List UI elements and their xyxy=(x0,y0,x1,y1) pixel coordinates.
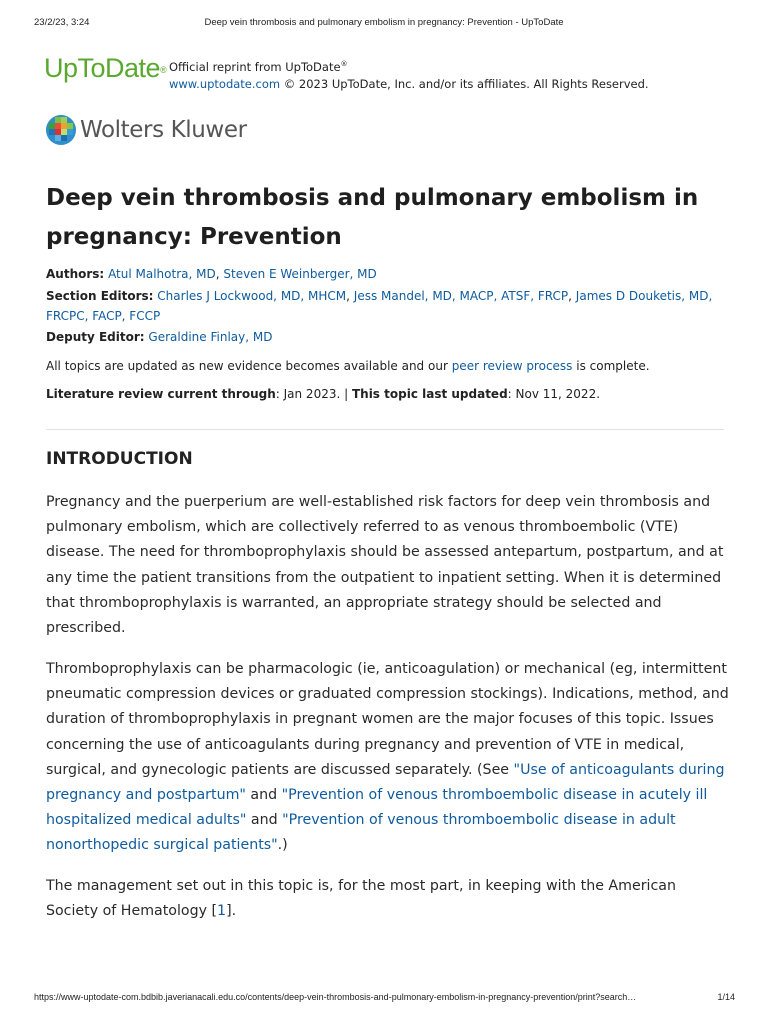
reprint-line: Official reprint from UpToDate xyxy=(169,59,341,74)
peer-review-link[interactable]: peer review process xyxy=(451,359,573,373)
last-updated-label: This topic last updated xyxy=(351,387,508,401)
section-editors-line: Section Editors: Charles J Lockwood, MD, MHCM, Jess Mandel, MD, MACP, ATSF, FRCP, James D Douketis, MD, FRCPC, FACP, FCCP xyxy=(46,289,713,323)
uptodate-logo[interactable] xyxy=(44,52,166,84)
authors-label: Authors xyxy=(46,267,100,281)
lit-review-value: : Jan 2023. | xyxy=(275,387,352,401)
intro-paragraph-3 xyxy=(46,874,730,924)
conjunction-text: and xyxy=(245,787,282,804)
reprint-notice xyxy=(169,56,649,93)
paragraph-end: .) xyxy=(277,837,288,854)
intro-paragraph-2 xyxy=(46,657,730,859)
print-page-title: Deep vein thrombosis and pulmonary embolism in pregnancy: Prevention - UpToDate xyxy=(204,17,564,28)
section-editor-link[interactable]: Jess Mandel, MD, MACP, ATSF, FRCP xyxy=(353,289,569,303)
section-divider xyxy=(46,429,724,430)
publisher-name: Wolters Kluwer xyxy=(80,117,247,143)
author-link[interactable]: Steven E Weinberger, MD xyxy=(223,267,377,281)
paragraph-text: Thromboprophylaxis can be pharmacologic (ie, anticoagulation) or mechanical (eg, intermittent pneumatic compression devices or graduated compression stockings). Indications, method, and duration of thromboprophylaxis in pregnant women are the major focuses of this topic. Issues concerning the use of anticoagulants during pregnancy and prevention of VTE in medical, surgical, and gynecologic patients are discussed separately. (See xyxy=(46,661,729,778)
update-notice-end: is complete. xyxy=(572,359,650,373)
deputy-editor-label: Deputy Editor xyxy=(46,330,140,344)
topic-link-vte-medical[interactable]: "Prevention of venous thromboembolic disease in acutely ill hospitalized medical adults" xyxy=(46,787,708,829)
author-link[interactable]: Atul Malhotra, MD xyxy=(108,267,216,281)
deputy-editor-line: Deputy Editor: Geraldine Finlay, MD xyxy=(46,330,273,344)
paragraph-end: ]. xyxy=(226,903,237,920)
deputy-editor-link[interactable]: Geraldine Finlay, MD xyxy=(148,330,273,344)
article-title: Deep vein thrombosis and pulmonary embolism in pregnancy: Prevention xyxy=(46,185,699,250)
page-number: 1/14 xyxy=(717,992,735,1002)
reprint-registered-mark: ® xyxy=(340,60,348,68)
print-footer xyxy=(0,992,768,1006)
paragraph-text: The management set out in this topic is, for the most part, in keeping with the American Society of Hematology [ xyxy=(46,878,676,920)
authors-line: Authors: Atul Malhotra, MD, Steven E Weinberger, MD xyxy=(46,267,377,281)
last-updated-value: : Nov 11, 2022. xyxy=(507,387,601,401)
intro-paragraph-1: Pregnancy and the puerperium are well-established risk factors for deep vein thrombosis and pulmonary embolism, which are collectively referred to as venous thromboembolic (VTE) disease. The need for thromboprophylaxis should be assessed antepartum, postpartum, and at any time the patient transitions from the outpatient to inpatient setting. When it is determined that thromboprophylaxis is warranted, an appropriate strategy should be selected and prescribed. xyxy=(46,494,724,637)
wolters-kluwer-logo[interactable] xyxy=(45,114,247,146)
print-url: https://www-uptodate-com.bdbib.javerianacali.edu.co/contents/deep-vein-thrombosis-and-pulmonary-embolism-in-pregnancy-prevention/print?search… xyxy=(34,992,637,1002)
uptodate-site-link[interactable]: www.uptodate.com xyxy=(169,76,281,91)
lit-review-label: Literature review current through xyxy=(46,387,276,401)
conjunction-text: and xyxy=(246,812,283,829)
print-datetime: 23/2/23, 3:24 xyxy=(34,17,90,28)
update-notice-text: All topics are updated as new evidence becomes available and our xyxy=(46,359,452,373)
logo-text: UpToDate xyxy=(44,53,161,83)
section-editor-link[interactable]: James D Douketis, MD, FRCPC, FACP, FCCP xyxy=(46,289,713,323)
section-editor-link[interactable]: Charles J Lockwood, MD, MHCM xyxy=(157,289,347,303)
section-editors-label: Section Editors xyxy=(46,289,149,303)
update-notice xyxy=(46,356,726,376)
review-dates xyxy=(46,384,726,404)
copyright-text: © 2023 UpToDate, Inc. and/or its affiliates. All Rights Reserved. xyxy=(280,76,649,91)
topic-link-anticoagulants[interactable]: "Use of anticoagulants during pregnancy and postpartum" xyxy=(46,761,725,804)
topic-link-vte-surgical[interactable]: "Prevention of venous thromboembolic disease in adult nonorthopedic surgical patients" xyxy=(46,812,676,854)
section-heading: INTRODUCTION xyxy=(46,449,193,469)
print-header xyxy=(0,17,768,31)
wolters-kluwer-mark-icon xyxy=(45,114,77,146)
reference-link[interactable]: 1 xyxy=(217,903,227,920)
logo-registered-mark: ® xyxy=(160,65,167,75)
